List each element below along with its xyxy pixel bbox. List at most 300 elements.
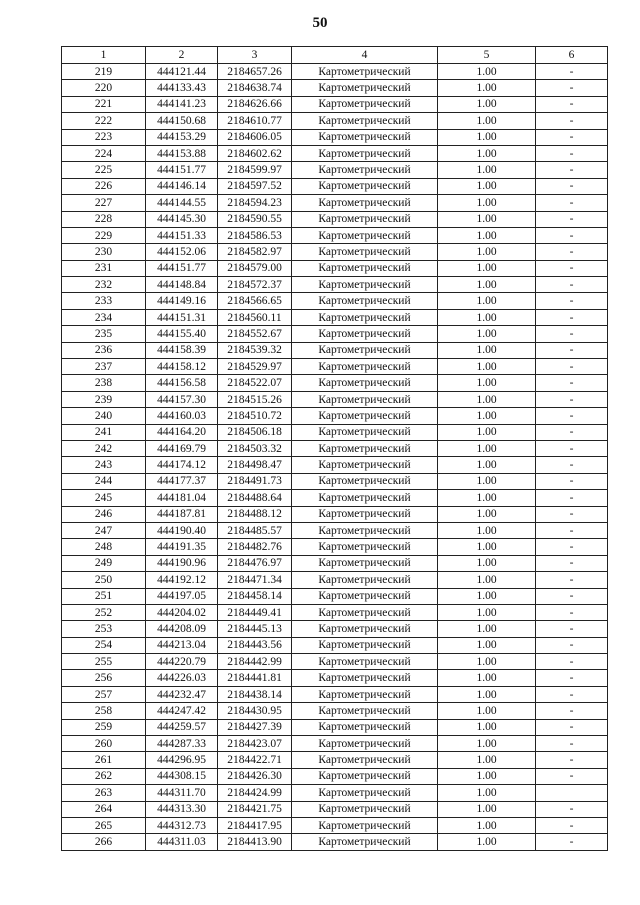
point-number-cell: 243 (62, 457, 146, 473)
accuracy-cell: 1.00 (438, 457, 536, 473)
y-coordinate-cell: 2184657.26 (218, 64, 292, 80)
note-cell: - (536, 670, 608, 686)
note-cell: - (536, 440, 608, 456)
accuracy-cell: 1.00 (438, 768, 536, 784)
y-coordinate-cell: 2184442.99 (218, 654, 292, 670)
method-cell: Картометрический (292, 375, 438, 391)
table-row (62, 277, 608, 293)
y-coordinate-cell: 2184572.37 (218, 277, 292, 293)
table-row (62, 326, 608, 342)
y-coordinate-cell: 2184503.32 (218, 440, 292, 456)
accuracy-cell: 1.00 (438, 604, 536, 620)
note-cell: - (536, 834, 608, 850)
point-number-cell: 221 (62, 96, 146, 112)
table-row (62, 96, 608, 112)
column-header: 3 (218, 47, 292, 64)
point-number-cell: 245 (62, 490, 146, 506)
method-cell: Картометрический (292, 834, 438, 850)
table-row (62, 113, 608, 129)
y-coordinate-cell: 2184522.07 (218, 375, 292, 391)
x-coordinate-cell: 444177.37 (146, 473, 218, 489)
note-cell: - (536, 129, 608, 145)
x-coordinate-cell: 444208.09 (146, 621, 218, 637)
note-cell: - (536, 80, 608, 96)
method-cell: Картометрический (292, 817, 438, 833)
accuracy-cell: 1.00 (438, 80, 536, 96)
table-row (62, 703, 608, 719)
point-number-cell: 242 (62, 440, 146, 456)
note-cell: - (536, 539, 608, 555)
column-header: 6 (536, 47, 608, 64)
table-row (62, 375, 608, 391)
x-coordinate-cell: 444296.95 (146, 752, 218, 768)
accuracy-cell: 1.00 (438, 686, 536, 702)
method-cell: Картометрический (292, 588, 438, 604)
note-cell: - (536, 703, 608, 719)
x-coordinate-cell: 444148.84 (146, 277, 218, 293)
y-coordinate-cell: 2184498.47 (218, 457, 292, 473)
table-row (62, 342, 608, 358)
table-row (62, 391, 608, 407)
table-row (62, 129, 608, 145)
method-cell: Картометрический (292, 227, 438, 243)
y-coordinate-cell: 2184485.57 (218, 522, 292, 538)
point-number-cell: 228 (62, 211, 146, 227)
table-row (62, 145, 608, 161)
table-row (62, 408, 608, 424)
accuracy-cell: 1.00 (438, 490, 536, 506)
accuracy-cell: 1.00 (438, 293, 536, 309)
note-cell: - (536, 654, 608, 670)
y-coordinate-cell: 2184626.66 (218, 96, 292, 112)
note-cell: - (536, 326, 608, 342)
note-cell: - (536, 391, 608, 407)
table-row (62, 506, 608, 522)
x-coordinate-cell: 444232.47 (146, 686, 218, 702)
x-coordinate-cell: 444150.68 (146, 113, 218, 129)
table-row (62, 490, 608, 506)
x-coordinate-cell: 444160.03 (146, 408, 218, 424)
method-cell: Картометрический (292, 293, 438, 309)
method-cell: Картометрический (292, 113, 438, 129)
accuracy-cell: 1.00 (438, 522, 536, 538)
y-coordinate-cell: 2184590.55 (218, 211, 292, 227)
x-coordinate-cell: 444213.04 (146, 637, 218, 653)
y-coordinate-cell: 2184427.39 (218, 719, 292, 735)
method-cell: Картометрический (292, 490, 438, 506)
accuracy-cell: 1.00 (438, 424, 536, 440)
y-coordinate-cell: 2184515.26 (218, 391, 292, 407)
method-cell: Картометрический (292, 424, 438, 440)
x-coordinate-cell: 444174.12 (146, 457, 218, 473)
accuracy-cell: 1.00 (438, 113, 536, 129)
note-cell: - (536, 342, 608, 358)
y-coordinate-cell: 2184422.71 (218, 752, 292, 768)
y-coordinate-cell: 2184488.12 (218, 506, 292, 522)
y-coordinate-cell: 2184441.81 (218, 670, 292, 686)
note-cell: - (536, 162, 608, 178)
accuracy-cell: 1.00 (438, 195, 536, 211)
method-cell: Картометрический (292, 736, 438, 752)
point-number-cell: 266 (62, 834, 146, 850)
method-cell: Картометрический (292, 359, 438, 375)
accuracy-cell: 1.00 (438, 326, 536, 342)
note-cell: - (536, 293, 608, 309)
table-header-row (62, 47, 608, 64)
y-coordinate-cell: 2184606.05 (218, 129, 292, 145)
x-coordinate-cell: 444151.33 (146, 227, 218, 243)
point-number-cell: 237 (62, 359, 146, 375)
coordinates-table (61, 46, 608, 851)
y-coordinate-cell: 2184426.30 (218, 768, 292, 784)
table-row (62, 670, 608, 686)
x-coordinate-cell: 444247.42 (146, 703, 218, 719)
method-cell: Картометрический (292, 670, 438, 686)
accuracy-cell: 1.00 (438, 375, 536, 391)
accuracy-cell: 1.00 (438, 391, 536, 407)
x-coordinate-cell: 444146.14 (146, 178, 218, 194)
x-coordinate-cell: 444220.79 (146, 654, 218, 670)
table-row (62, 752, 608, 768)
method-cell: Картометрический (292, 211, 438, 227)
method-cell: Картометрический (292, 785, 438, 801)
y-coordinate-cell: 2184413.90 (218, 834, 292, 850)
y-coordinate-cell: 2184449.41 (218, 604, 292, 620)
note-cell: - (536, 506, 608, 522)
accuracy-cell: 1.00 (438, 719, 536, 735)
point-number-cell: 253 (62, 621, 146, 637)
point-number-cell: 261 (62, 752, 146, 768)
x-coordinate-cell: 444191.35 (146, 539, 218, 555)
note-cell: - (536, 309, 608, 325)
y-coordinate-cell: 2184579.00 (218, 260, 292, 276)
note-cell: - (536, 736, 608, 752)
y-coordinate-cell: 2184476.97 (218, 555, 292, 571)
table-row (62, 473, 608, 489)
column-header: 2 (146, 47, 218, 64)
note-cell: - (536, 359, 608, 375)
note-cell: - (536, 375, 608, 391)
accuracy-cell: 1.00 (438, 260, 536, 276)
x-coordinate-cell: 444151.77 (146, 260, 218, 276)
point-number-cell: 257 (62, 686, 146, 702)
method-cell: Картометрический (292, 129, 438, 145)
y-coordinate-cell: 2184438.14 (218, 686, 292, 702)
y-coordinate-cell: 2184539.32 (218, 342, 292, 358)
note-cell (536, 785, 608, 801)
y-coordinate-cell: 2184529.97 (218, 359, 292, 375)
y-coordinate-cell: 2184488.64 (218, 490, 292, 506)
accuracy-cell: 1.00 (438, 572, 536, 588)
method-cell: Картометрический (292, 539, 438, 555)
note-cell: - (536, 473, 608, 489)
x-coordinate-cell: 444155.40 (146, 326, 218, 342)
table-row (62, 64, 608, 80)
point-number-cell: 231 (62, 260, 146, 276)
method-cell: Картометрический (292, 195, 438, 211)
y-coordinate-cell: 2184586.53 (218, 227, 292, 243)
x-coordinate-cell: 444158.39 (146, 342, 218, 358)
x-coordinate-cell: 444311.70 (146, 785, 218, 801)
x-coordinate-cell: 444158.12 (146, 359, 218, 375)
y-coordinate-cell: 2184566.65 (218, 293, 292, 309)
note-cell: - (536, 817, 608, 833)
point-number-cell: 239 (62, 391, 146, 407)
accuracy-cell: 1.00 (438, 539, 536, 555)
y-coordinate-cell: 2184599.97 (218, 162, 292, 178)
x-coordinate-cell: 444226.03 (146, 670, 218, 686)
accuracy-cell: 1.00 (438, 145, 536, 161)
accuracy-cell: 1.00 (438, 359, 536, 375)
method-cell: Картометрический (292, 64, 438, 80)
accuracy-cell: 1.00 (438, 555, 536, 571)
method-cell: Картометрический (292, 277, 438, 293)
x-coordinate-cell: 444133.43 (146, 80, 218, 96)
table-row (62, 244, 608, 260)
point-number-cell: 241 (62, 424, 146, 440)
point-number-cell: 222 (62, 113, 146, 129)
method-cell: Картометрический (292, 457, 438, 473)
method-cell: Картометрический (292, 260, 438, 276)
x-coordinate-cell: 444259.57 (146, 719, 218, 735)
note-cell: - (536, 244, 608, 260)
point-number-cell: 258 (62, 703, 146, 719)
y-coordinate-cell: 2184445.13 (218, 621, 292, 637)
method-cell: Картометрический (292, 621, 438, 637)
table-row (62, 834, 608, 850)
point-number-cell: 223 (62, 129, 146, 145)
method-cell: Картометрический (292, 752, 438, 768)
point-number-cell: 236 (62, 342, 146, 358)
point-number-cell: 225 (62, 162, 146, 178)
method-cell: Картометрический (292, 719, 438, 735)
method-cell: Картометрический (292, 555, 438, 571)
x-coordinate-cell: 444153.88 (146, 145, 218, 161)
x-coordinate-cell: 444313.30 (146, 801, 218, 817)
table-row (62, 686, 608, 702)
accuracy-cell: 1.00 (438, 621, 536, 637)
point-number-cell: 227 (62, 195, 146, 211)
table-row (62, 736, 608, 752)
method-cell: Картометрический (292, 440, 438, 456)
point-number-cell: 265 (62, 817, 146, 833)
point-number-cell: 254 (62, 637, 146, 653)
method-cell: Картометрический (292, 522, 438, 538)
y-coordinate-cell: 2184421.75 (218, 801, 292, 817)
y-coordinate-cell: 2184482.76 (218, 539, 292, 555)
point-number-cell: 251 (62, 588, 146, 604)
accuracy-cell: 1.00 (438, 96, 536, 112)
method-cell: Картометрический (292, 309, 438, 325)
note-cell: - (536, 801, 608, 817)
y-coordinate-cell: 2184510.72 (218, 408, 292, 424)
method-cell: Картометрический (292, 162, 438, 178)
table-row (62, 195, 608, 211)
note-cell: - (536, 621, 608, 637)
y-coordinate-cell: 2184560.11 (218, 309, 292, 325)
x-coordinate-cell: 444311.03 (146, 834, 218, 850)
table-row (62, 359, 608, 375)
y-coordinate-cell: 2184443.56 (218, 637, 292, 653)
accuracy-cell: 1.00 (438, 817, 536, 833)
method-cell: Картометрический (292, 145, 438, 161)
table-row (62, 162, 608, 178)
method-cell: Картометрический (292, 342, 438, 358)
x-coordinate-cell: 444151.77 (146, 162, 218, 178)
x-coordinate-cell: 444149.16 (146, 293, 218, 309)
x-coordinate-cell: 444157.30 (146, 391, 218, 407)
accuracy-cell: 1.00 (438, 834, 536, 850)
method-cell: Картометрический (292, 80, 438, 96)
y-coordinate-cell: 2184417.95 (218, 817, 292, 833)
method-cell: Картометрический (292, 654, 438, 670)
point-number-cell: 259 (62, 719, 146, 735)
accuracy-cell: 1.00 (438, 473, 536, 489)
y-coordinate-cell: 2184597.52 (218, 178, 292, 194)
table-row (62, 637, 608, 653)
table-row (62, 424, 608, 440)
point-number-cell: 233 (62, 293, 146, 309)
accuracy-cell: 1.00 (438, 703, 536, 719)
note-cell: - (536, 490, 608, 506)
accuracy-cell: 1.00 (438, 736, 536, 752)
note-cell: - (536, 96, 608, 112)
accuracy-cell: 1.00 (438, 440, 536, 456)
point-number-cell: 250 (62, 572, 146, 588)
method-cell: Картометрический (292, 96, 438, 112)
accuracy-cell: 1.00 (438, 654, 536, 670)
note-cell: - (536, 408, 608, 424)
point-number-cell: 229 (62, 227, 146, 243)
point-number-cell: 226 (62, 178, 146, 194)
table-row (62, 555, 608, 571)
table-row (62, 768, 608, 784)
method-cell: Картометрический (292, 703, 438, 719)
note-cell: - (536, 522, 608, 538)
method-cell: Картометрический (292, 572, 438, 588)
point-number-cell: 232 (62, 277, 146, 293)
accuracy-cell: 1.00 (438, 277, 536, 293)
x-coordinate-cell: 444187.81 (146, 506, 218, 522)
note-cell: - (536, 719, 608, 735)
y-coordinate-cell: 2184430.95 (218, 703, 292, 719)
table-body (62, 64, 608, 851)
point-number-cell: 244 (62, 473, 146, 489)
y-coordinate-cell: 2184610.77 (218, 113, 292, 129)
note-cell: - (536, 572, 608, 588)
x-coordinate-cell: 444141.23 (146, 96, 218, 112)
x-coordinate-cell: 444287.33 (146, 736, 218, 752)
table-row (62, 719, 608, 735)
accuracy-cell: 1.00 (438, 588, 536, 604)
note-cell: - (536, 555, 608, 571)
x-coordinate-cell: 444197.05 (146, 588, 218, 604)
y-coordinate-cell: 2184638.74 (218, 80, 292, 96)
x-coordinate-cell: 444190.40 (146, 522, 218, 538)
point-number-cell: 249 (62, 555, 146, 571)
method-cell: Картометрический (292, 326, 438, 342)
table-row (62, 227, 608, 243)
accuracy-cell: 1.00 (438, 670, 536, 686)
y-coordinate-cell: 2184506.18 (218, 424, 292, 440)
column-header: 1 (62, 47, 146, 64)
method-cell: Картометрический (292, 506, 438, 522)
note-cell: - (536, 145, 608, 161)
note-cell: - (536, 768, 608, 784)
note-cell: - (536, 637, 608, 653)
note-cell: - (536, 686, 608, 702)
table-row (62, 309, 608, 325)
note-cell: - (536, 457, 608, 473)
x-coordinate-cell: 444156.58 (146, 375, 218, 391)
accuracy-cell: 1.00 (438, 506, 536, 522)
point-number-cell: 246 (62, 506, 146, 522)
method-cell: Картометрический (292, 637, 438, 653)
point-number-cell: 238 (62, 375, 146, 391)
note-cell: - (536, 227, 608, 243)
column-header: 5 (438, 47, 536, 64)
accuracy-cell: 1.00 (438, 227, 536, 243)
method-cell: Картометрический (292, 686, 438, 702)
x-coordinate-cell: 444204.02 (146, 604, 218, 620)
y-coordinate-cell: 2184582.97 (218, 244, 292, 260)
note-cell: - (536, 604, 608, 620)
x-coordinate-cell: 444190.96 (146, 555, 218, 571)
accuracy-cell: 1.00 (438, 342, 536, 358)
y-coordinate-cell: 2184552.67 (218, 326, 292, 342)
point-number-cell: 240 (62, 408, 146, 424)
point-number-cell: 263 (62, 785, 146, 801)
method-cell: Картометрический (292, 391, 438, 407)
table-row (62, 621, 608, 637)
point-number-cell: 248 (62, 539, 146, 555)
note-cell: - (536, 211, 608, 227)
table-row (62, 80, 608, 96)
table-row (62, 817, 608, 833)
point-number-cell: 220 (62, 80, 146, 96)
note-cell: - (536, 64, 608, 80)
accuracy-cell: 1.00 (438, 637, 536, 653)
point-number-cell: 252 (62, 604, 146, 620)
point-number-cell: 234 (62, 309, 146, 325)
y-coordinate-cell: 2184491.73 (218, 473, 292, 489)
note-cell: - (536, 113, 608, 129)
note-cell: - (536, 588, 608, 604)
point-number-cell: 224 (62, 145, 146, 161)
method-cell: Картометрический (292, 768, 438, 784)
x-coordinate-cell: 444312.73 (146, 817, 218, 833)
accuracy-cell: 1.00 (438, 64, 536, 80)
column-header: 4 (292, 47, 438, 64)
point-number-cell: 260 (62, 736, 146, 752)
table-row (62, 440, 608, 456)
y-coordinate-cell: 2184423.07 (218, 736, 292, 752)
table-row (62, 801, 608, 817)
point-number-cell: 235 (62, 326, 146, 342)
x-coordinate-cell: 444169.79 (146, 440, 218, 456)
point-number-cell: 247 (62, 522, 146, 538)
point-number-cell: 262 (62, 768, 146, 784)
method-cell: Картометрический (292, 408, 438, 424)
note-cell: - (536, 424, 608, 440)
x-coordinate-cell: 444152.06 (146, 244, 218, 260)
table-row (62, 211, 608, 227)
y-coordinate-cell: 2184424.99 (218, 785, 292, 801)
note-cell: - (536, 178, 608, 194)
point-number-cell: 219 (62, 64, 146, 80)
table-row (62, 588, 608, 604)
note-cell: - (536, 195, 608, 211)
